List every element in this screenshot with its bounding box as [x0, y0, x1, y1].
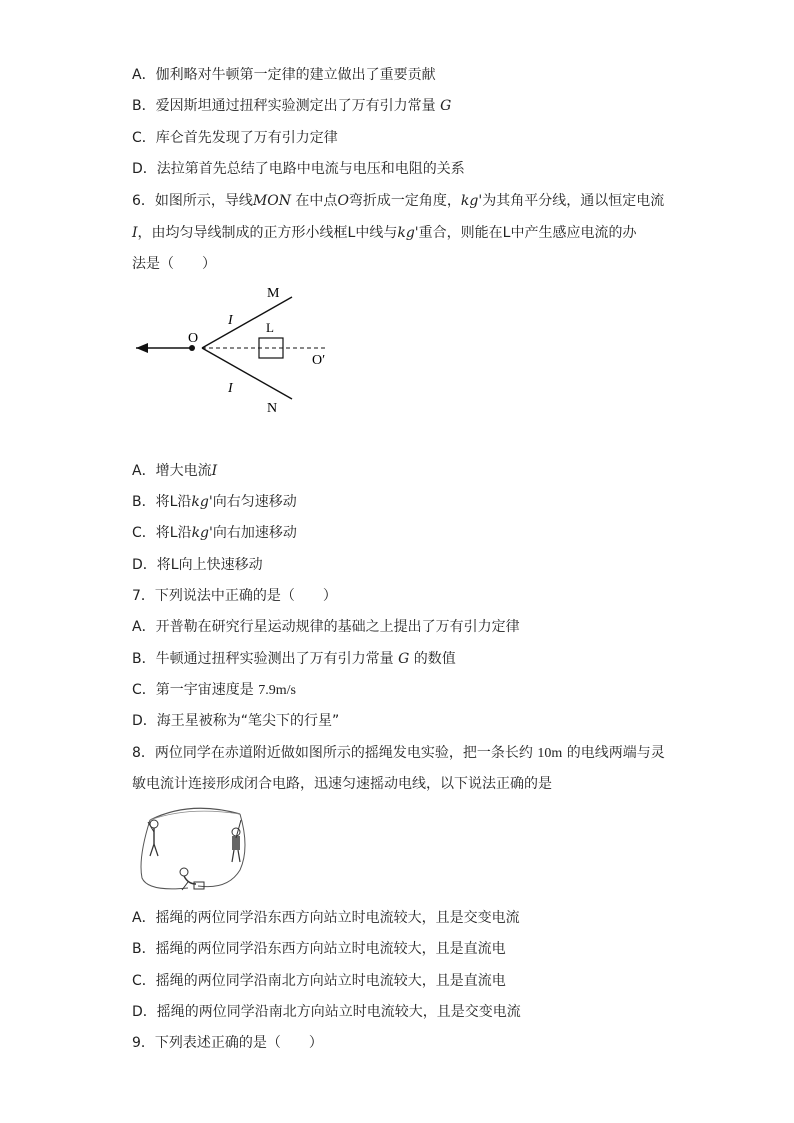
q5-option-a: A．伽利略对牛顿第一定律的建立做出了重要贡献	[132, 67, 436, 83]
q5-option-c: C．库仑首先发现了万有引力定律	[132, 130, 338, 146]
galvanometer-icon	[194, 882, 204, 889]
label-o-prime: O′	[312, 353, 326, 368]
q6-option-d: D．将L向上快速移动	[132, 557, 263, 573]
q8-stem-line1: 8．两位同学在赤道附近做如图所示的摇绳发电实验，把一条长约 10m 的电线两端与灵	[132, 745, 665, 761]
q6-stem-line2: I，由均匀导线制成的正方形小线框L中线与kg'重合，则能在L中产生感应电流的办	[132, 225, 637, 241]
q5-option-b: B．爱因斯坦通过扭秤实验测定出了万有引力常量 G	[132, 98, 452, 114]
q8-stem-line2: 敏电流计连接形成闭合电路，迅速匀速摇动电线，以下说法正确的是	[132, 776, 552, 792]
q6-option-b: B．将L沿kg'向右匀速移动	[132, 494, 297, 510]
q7-stem: 7．下列说法中正确的是（ ）	[132, 588, 337, 604]
q6-stem-line1: 6．如图所示，导线MON 在中点O弯折成一定角度，kg'为其角平分线，通以恒定电流	[132, 193, 665, 209]
q6-option-a: A．增大电流I	[132, 463, 218, 479]
q6-option-c: C．将L沿kg'向右加速移动	[132, 525, 297, 541]
q8-option-d: D．摇绳的两位同学沿南北方向站立时电流较大，且是交变电流	[132, 1004, 521, 1020]
rope-generator-illustration	[128, 798, 258, 898]
q8-option-a: A．摇绳的两位同学沿东西方向站立时电流较大，且是交变电流	[132, 910, 520, 926]
q5-option-d: D．法拉第首先总结了电路中电流与电压和电阻的关系	[132, 161, 465, 177]
current-arrowhead-icon	[136, 343, 148, 353]
q7-option-b: B．牛顿通过扭秤实验测出了万有引力常量 G 的数值	[132, 651, 456, 667]
right-student-figure	[232, 820, 241, 862]
label-o: O	[188, 331, 199, 346]
q8-option-b: B．摇绳的两位同学沿东西方向站立时电流较大，且是直流电	[132, 941, 506, 957]
q6-stem-line3: 法是（ ）	[132, 256, 216, 272]
q7-option-d: D．海王星被称为“笔尖下的行星”	[132, 713, 340, 729]
rope-arc	[150, 808, 240, 820]
label-m: M	[267, 286, 280, 301]
label-i-bottom: I	[228, 381, 233, 396]
rope-arc-inner	[150, 811, 240, 820]
label-n: N	[267, 401, 278, 416]
rope-left-wire	[141, 820, 188, 889]
q8-option-c: C．摇绳的两位同学沿南北方向站立时电流较大，且是直流电	[132, 973, 506, 989]
q7-option-c: C．第一宇宙速度是 7.9m/s	[132, 682, 296, 698]
q9-stem: 9．下列表述正确的是（ ）	[132, 1035, 323, 1051]
label-l: L	[266, 320, 274, 335]
wire-loop-diagram	[132, 282, 342, 422]
wire-om	[202, 297, 292, 348]
q7-option-a: A．开普勒在研究行星运动规律的基础之上提出了万有引力定律	[132, 619, 520, 635]
label-i-top: I	[228, 313, 233, 328]
left-student-figure	[148, 820, 158, 856]
wire-on	[202, 348, 292, 399]
